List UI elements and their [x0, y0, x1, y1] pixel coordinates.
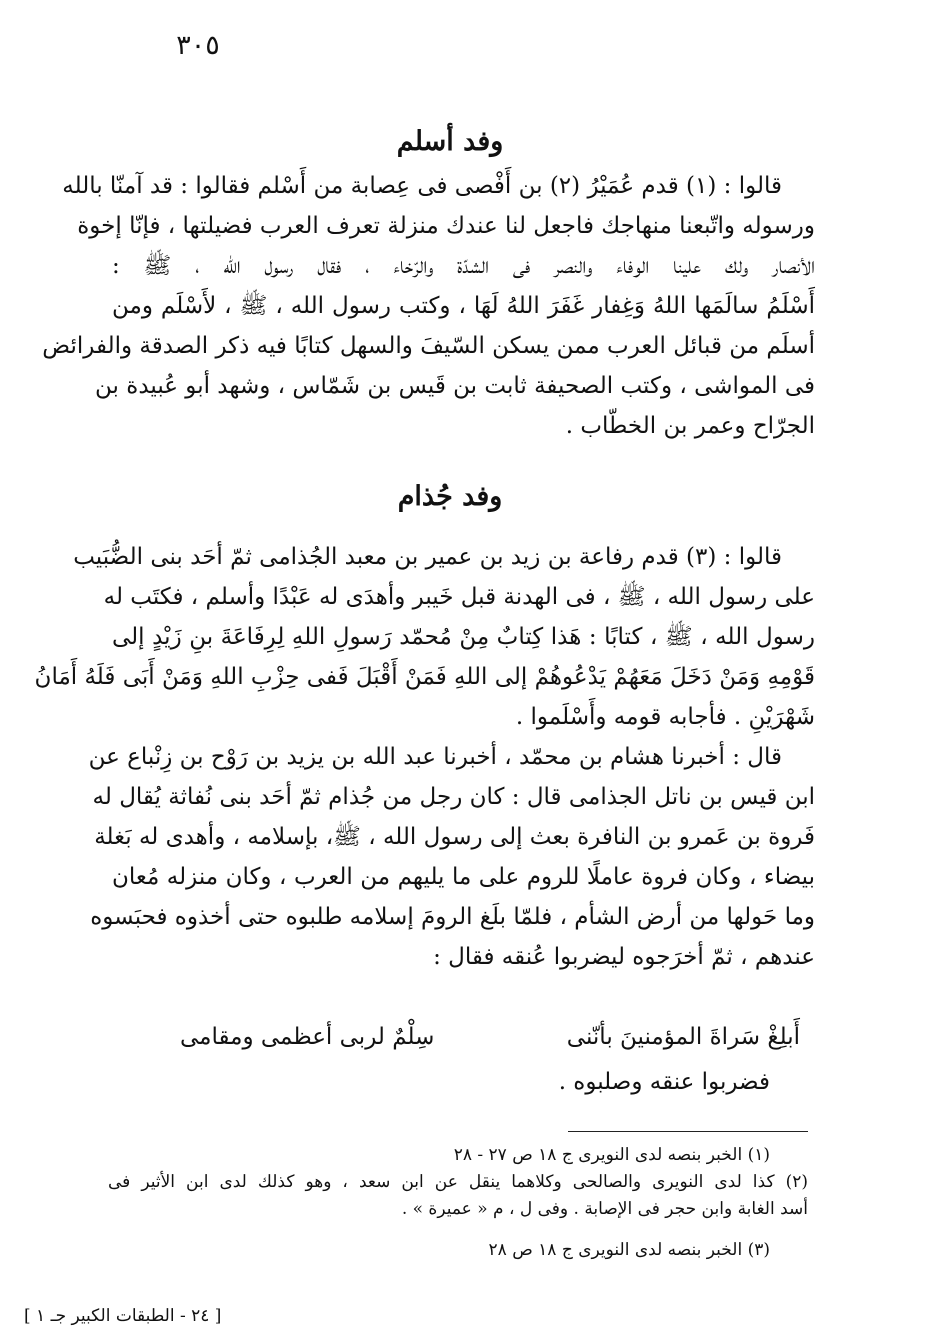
text-line: شَهْرَيْنِ . فأجابه قومه وأَسْلَموا . [515, 704, 815, 730]
text-line: فى المواشى ، وكتب الصحيفة ثابت بن قَيس بن شَمّاس ، وشهد أبو عُبيدة بن [95, 373, 815, 399]
signature-marker: [ ٢٤ - الطبقات الكبير جـ ١ ] [24, 1306, 222, 1326]
footnote-1: (١) الخبر بنصه لدى النويرى ج ١٨ ص ٢٧ - ٢٨ [453, 1145, 770, 1165]
page-number: ٣٠٥ [176, 30, 220, 61]
verse-line [180, 1017, 800, 1057]
footnote-2-line-2: أسد الغابة وابن حجر فى الإصابة . وفى ل ، م « عميرة » . [401, 1199, 808, 1219]
footnote-3: (٣) الخبر بنصه لدى النويرى ج ١٨ ص ٢٨ [488, 1240, 770, 1260]
text-line: ورسوله واتّبعنا منهاجك فاجعل لنا عندك منزلة تعرف العرب فضيلتها ، فإنّا إخوة [77, 213, 815, 239]
text-line: قالوا : (٣) قدم رفاعة بن زيد بن عمير بن معبد الجُذامى ثمّ أحَد بنى الضُّبَيب [73, 544, 782, 570]
footnote-2-line-1: (٢) كذا لدى النويرى والصالحى وكلاهما ينقل عن ابن سعد ، وهو كذلك لدى ابن الأثير فى [108, 1172, 808, 1192]
section-heading-judham: وفد جُذام [397, 481, 503, 512]
text-line: على رسول الله ، ﷺ ، فى الهدنة قبل خَيبر وأهدَى له عَبْدًا وأسلم ، فكتَب له [103, 584, 815, 610]
text-line: قال : أخبرنا هشام بن محمّد ، أخبرنا عبد الله بن يزيد بن رَوْح بن زِنْباع عن [88, 744, 782, 770]
section-heading-aslam: وفد أسلم [396, 126, 504, 157]
verse-hemistich-second: سِلْمٌ لربى أعظمى ومقامى [180, 1024, 435, 1050]
text-line: عندهم ، ثمّ أخرَجوه ليضربوا عُنقه فقال : [433, 944, 815, 970]
text-line: فضربوا عنقه وصلبوه . [558, 1069, 770, 1095]
text-line: الجرّاح وعمر بن الخطّاب . [565, 413, 815, 439]
text-line: بيضاء ، وكان فروة عاملًا للروم على ما يليهم من العرب ، وكان منزله مُعان [112, 864, 815, 890]
text-line: فَروة بن عَمرو بن النافرة بعث إلى رسول الله ، ﷺ، بإسلامه ، وأهدى له بَغلة [94, 824, 815, 850]
text-line: قَوْمِهِ وَمَنْ دَخَلَ مَعَهُمْ يَدْعُوهُمْ إلى اللهِ فَمَنْ أَقْبَلَ فَفى حِزْبِ اللهِ وَمَنْ أَبَى فَلَهُ أَمَانُ [34, 664, 815, 690]
footnote-divider [568, 1131, 808, 1132]
text-line: وما حَولها من أرض الشأم ، فلمّا بلَغ الرومَ إسلامه طلبوه حتى أخذوه فحبَسوه [90, 904, 815, 930]
verse-hemistich-first: أَبلِغْ سَراةَ المؤمنينَ بأنّنى [566, 1024, 800, 1050]
text-line: رسول الله ، ﷺ ، كتابًا : هَذا كِتابٌ مِنْ مُحمّد رَسولِ اللهِ لِرِفَاعَةَ بنِ زَيْدٍ إلى [112, 624, 815, 650]
text-line: أَسْلَمُ سالَمَها اللهُ وَغِفار غَفَرَ اللهُ لَهَا ، وكتب رسول الله ، ﷺ ، لأَسْلَم ومن [112, 293, 815, 319]
text-line: الأنصار ولك علينا الوفاء والنصر فى الشدّة والرّخاء ، فقال رسول الله ، ﷺ : [112, 253, 815, 279]
text-line: أسلَم من قبائل العرب ممن يسكن السّيفَ والسهل كتابًا فيه ذكر الصدقة والفرائض [42, 333, 815, 359]
text-line: ابن قيس بن ناتل الجذامى قال : كان رجل من جُذام ثمّ أحَد بنى نُفاثة يُقال له [92, 784, 815, 810]
text-line: قالوا : (١) قدم عُمَيْرُ (٢) بن أَفْصى فى عِصابة من أَسْلم فقالوا : قد آمنّا بالله [62, 173, 782, 199]
